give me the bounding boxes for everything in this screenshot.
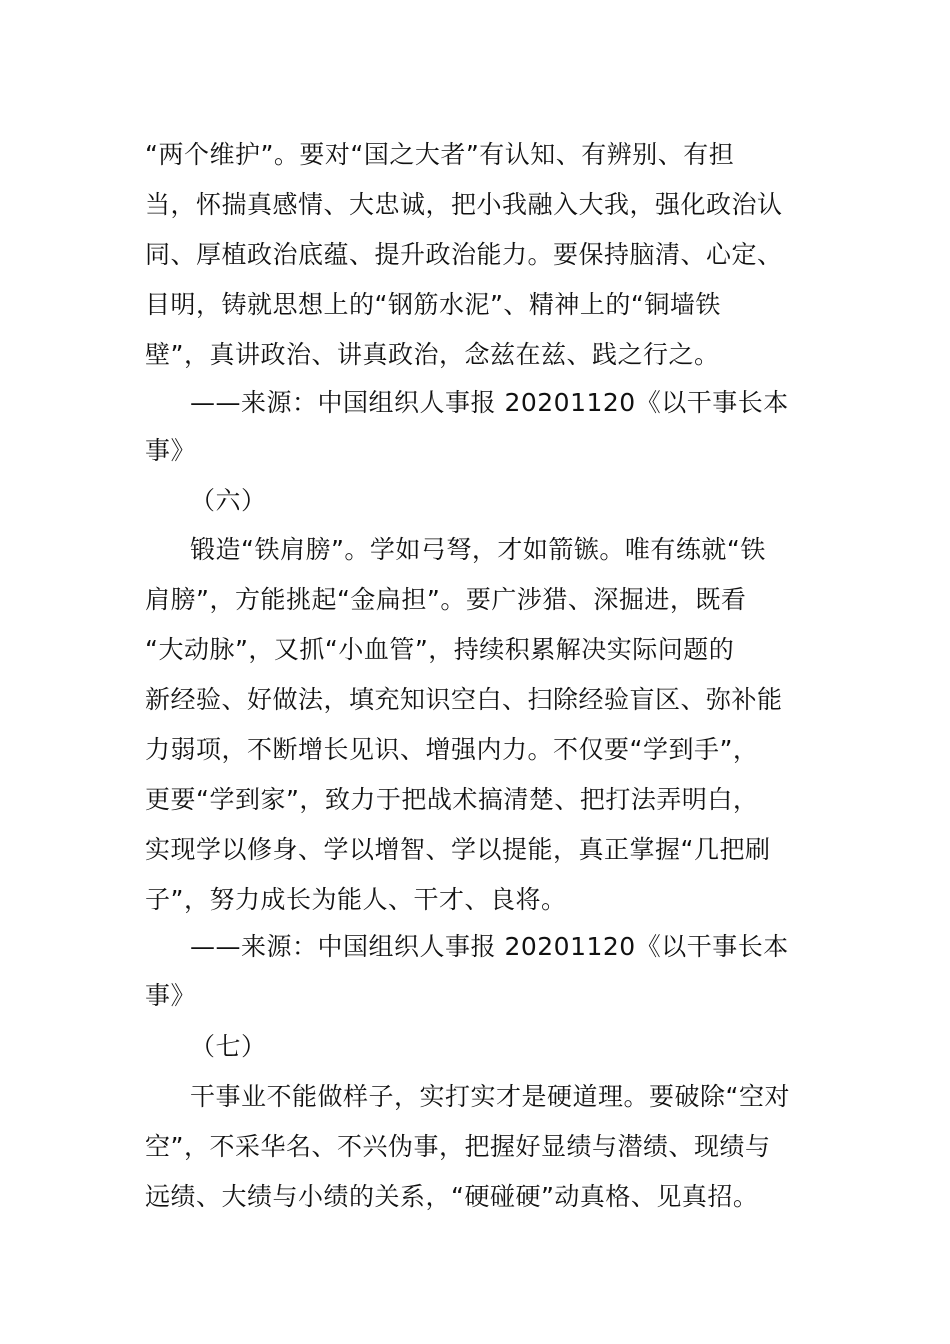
- body-line-16: 远绩、大绩与小绩的关系，“硬碰硬”动真格、见真招。: [145, 1182, 759, 1211]
- body-line-5: 壁”，真讲政治、讲真政治，念兹在兹、践之行之。: [145, 340, 720, 369]
- source-citation-line-1: ——来源：中国组织人事报 20201120《以干事长本: [190, 388, 789, 417]
- source-citation-line-2: 事》: [145, 436, 197, 465]
- body-line-3: 同、厚植政治底蕴、提升政治能力。要保持脑清、心定、: [145, 240, 783, 269]
- body-line-9: 新经验、好做法，填充知识空白、扫除经验盲区、弥补能: [145, 685, 783, 714]
- body-line-4: 目明，铸就思想上的“钢筋水泥”、精神上的“铜墙铁: [145, 290, 721, 319]
- body-line-10: 力弱项，不断增长见识、增强内力。不仅要“学到手”，: [145, 735, 759, 764]
- body-line-11: 更要“学到家”，致力于把战术搞清楚、把打法弄明白，: [145, 785, 759, 814]
- source-citation-line-3: ——来源：中国组织人事报 20201120《以干事长本: [190, 932, 789, 961]
- body-line-13: 子”，努力成长为能人、干才、良将。: [145, 885, 567, 914]
- body-line-12: 实现学以修身、学以增智、学以提能，真正掌握“几把刷: [145, 835, 771, 864]
- body-line-1: “两个维护”。要对“国之大者”有认知、有辨别、有担: [145, 140, 735, 169]
- body-line-2: 当，怀揣真感情、大忠诚，把小我融入大我，强化政治认: [145, 190, 783, 219]
- body-line-14: 干事业不能做样子，实打实才是硬道理。要破除“空对: [190, 1082, 790, 1111]
- section-heading-six: （六）: [190, 486, 267, 515]
- body-line-6: 锻造“铁肩膀”。学如弓弩，才如箭镞。唯有练就“铁: [190, 535, 766, 564]
- section-heading-seven: （七）: [190, 1032, 267, 1061]
- body-line-15: 空”，不采华名、不兴伪事，把握好显绩与潜绩、现绩与: [145, 1132, 771, 1161]
- body-line-7: 肩膀”，方能挑起“金扁担”。要广涉猎、深掘进，既看: [145, 585, 747, 614]
- source-citation-line-4: 事》: [145, 981, 197, 1010]
- body-line-8: “大动脉”，又抓“小血管”，持续积累解决实际问题的: [145, 635, 735, 664]
